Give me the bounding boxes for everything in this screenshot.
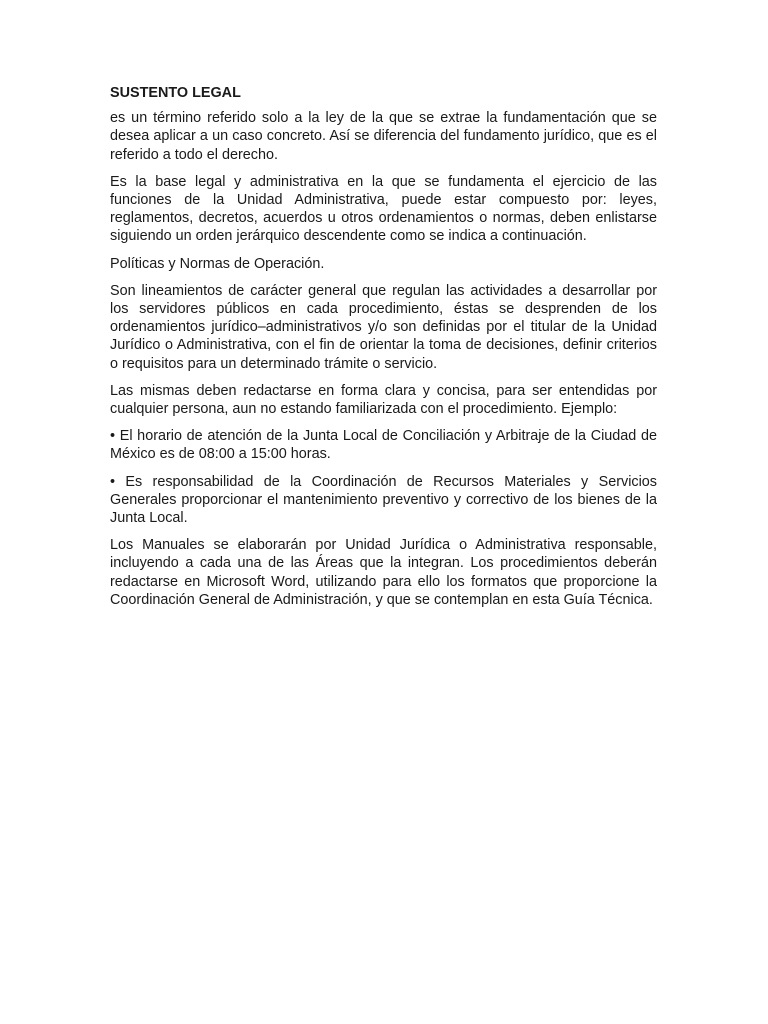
section-heading: SUSTENTO LEGAL [110, 85, 241, 101]
document-page [110, 84, 657, 618]
bullet-item-schedule [110, 427, 657, 463]
bullet-text: El horario de atención de la Junta Local de Conciliación y Arbitraje de la Ciudad de México es de 08:00 a 15:00 horas. [110, 428, 657, 463]
paragraph-legal-basis: Es la base legal y administrativa en la que se fundamenta el ejercicio de las funciones de la Unidad Administrativa, puede estar compuesto por: leyes, reglamentos, decretos, acuerdos u otros ordenamientos o normas, deben enlistarse siguiendo un orden jerárquico descendente como se indica a continuación. [110, 173, 657, 245]
paragraph-manuals: Los Manuales se elaborarán por Unidad Jurídica o Administrativa responsable, incluyendo a cada una de las Áreas que la integran. Los procedimientos deberán redactarse en Microsoft Word, utilizando para ello los formatos que proporcione la Coordinación General de Administración, y que se contemplan en esta Guía Técnica. [110, 537, 657, 608]
paragraph-guidelines: Son lineamientos de carácter general que regulan las actividades a desarrollar por los servidores públicos en cada procedimiento, éstas se desprenden de los ordenamientos jurídico–administrativos y/o son definidas por el titular de la Unidad Jurídico o Administrativa, con el fin de orientar la toma de decisiones, definir criterios o requisitos para un determinado trámite o servicio. [110, 282, 657, 372]
paragraph-definition: es un término referido solo a la ley de la que se extrae la fundamentación que se desea aplicar a un caso concreto. Así se diferencia del fundamento jurídico, que es el referido a todo el derecho. [110, 110, 657, 163]
paragraph-drafting: Las mismas deben redactarse en forma clara y concisa, para ser entendidas por cualquier persona, aun no estando familiarizada con el procedimiento. Ejemplo: [110, 382, 657, 418]
paragraph-policies-title: Políticas y Normas de Operación. [110, 255, 325, 272]
bullet-icon: • [110, 473, 116, 490]
bullet-item-responsibility [110, 473, 657, 528]
bullet-icon: • [110, 428, 116, 445]
bullet-text: Es responsabilidad de la Coordinación de Recursos Materiales y Servicios Generales proporcionar el mantenimiento preventivo y correctivo de los bienes de la Junta Local. [110, 473, 657, 527]
